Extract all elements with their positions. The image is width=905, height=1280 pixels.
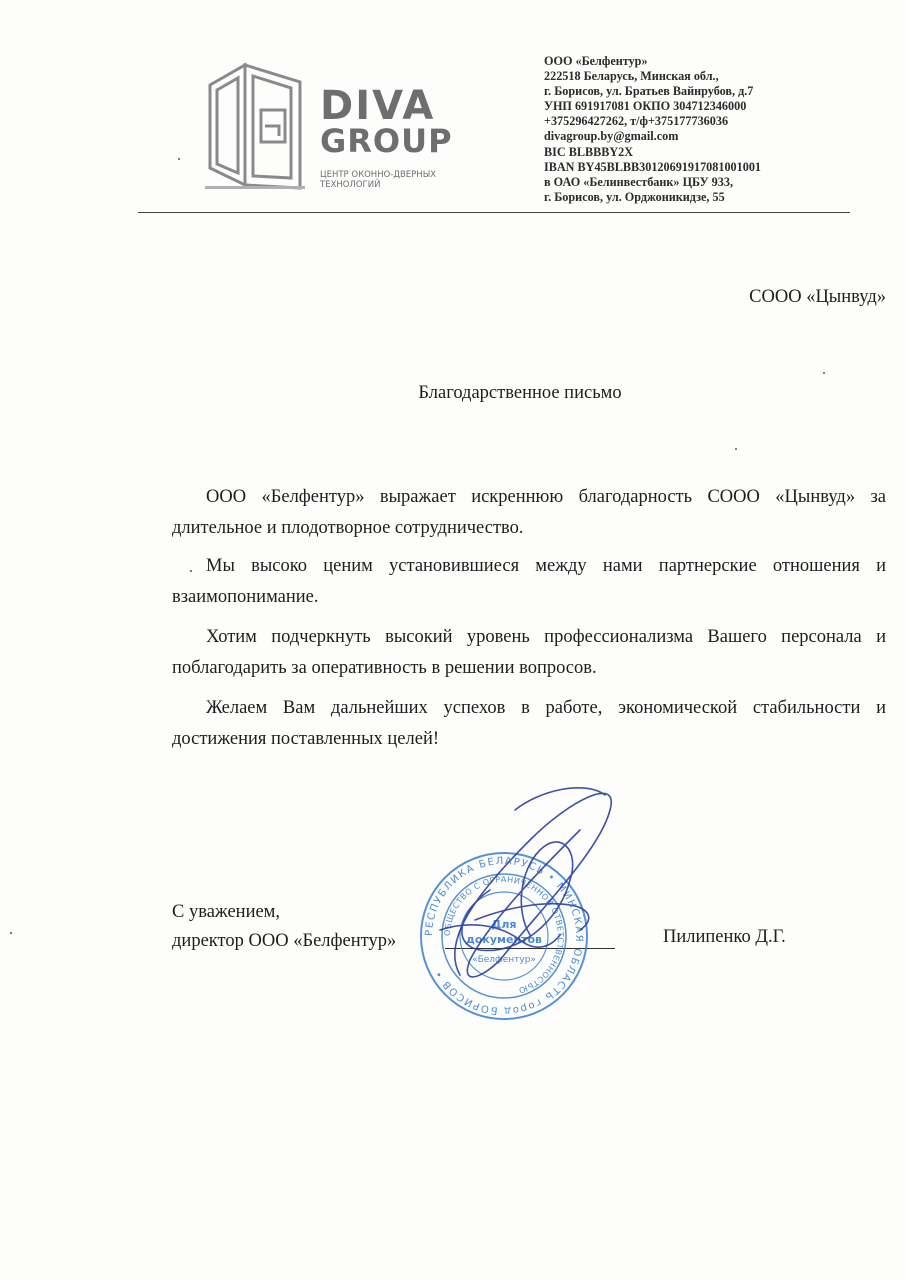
stamp-center-bottom: документов xyxy=(465,933,543,946)
stamp-inner-text: ОБЩЕСТВО С ОГРАНИЧЕННОЙ ОТВЕТСТВЕННОСТЬЮ xyxy=(442,874,566,995)
scan-speck xyxy=(190,570,192,572)
requisite-line: +375296427262, т/ф+375177736036 xyxy=(544,114,729,129)
letter-paragraph: Мы высоко ценим установившиеся между нами партнерские отношения и взаимопонимание. xyxy=(172,556,886,607)
handwritten-signature xyxy=(420,770,630,990)
scan-speck xyxy=(10,932,12,934)
company-requisites xyxy=(544,54,761,205)
brand-line2: GROUP xyxy=(320,122,453,160)
requisite-line: IBAN BY45BLBB30120691917081001001 xyxy=(544,159,762,174)
letterhead-divider xyxy=(138,212,850,213)
closing-block xyxy=(172,898,396,956)
closing-greeting: С уважением, xyxy=(172,902,281,922)
addressee: СООО «Цынвуд» xyxy=(749,287,886,307)
requisite-line: в ОАО «Белинвестбанк» ЦБУ 933, xyxy=(544,174,733,189)
requisite-line: 222518 Беларусь, Минская обл., xyxy=(544,69,719,84)
requisite-line: divagroup.by@gmail.com xyxy=(544,129,679,144)
brand-line1: DIVA xyxy=(320,83,436,129)
stamp-center-top: Для xyxy=(491,918,517,931)
scan-speck xyxy=(178,158,180,160)
signer-position: директор ООО «Белфентур» xyxy=(172,931,397,951)
requisite-line: УНП 691917081 ОКПО 304712346000 xyxy=(544,99,747,114)
letter-paragraph: Желаем Вам дальнейших успехов в работе, экономической стабильности и достижения поставленных целей! xyxy=(172,698,886,749)
stamp-outer-text: РЕСПУБЛИКА БЕЛАРУСЬ • МИНСКАЯ ОБЛАСТЬ город БОРИСОВ • xyxy=(423,855,585,1017)
brand-tagline: ЦЕНТР ОКОННО-ДВЕРНЫХ ТЕХНОЛОГИЙ xyxy=(320,170,437,190)
letter-paragraph: Хотим подчеркнуть высокий уровень профессионализма Вашего персонала и поблагодарить за оперативность в решении вопросов. xyxy=(172,627,886,678)
stamp-company: «Белфентур» xyxy=(472,955,536,965)
scan-speck xyxy=(823,372,825,374)
letter-title: Благодарственное письмо xyxy=(418,383,622,403)
requisite-line: г. Борисов, ул. Орджоникидзе, 55 xyxy=(544,189,725,204)
signer-name: Пилипенко Д.Г. xyxy=(663,927,786,947)
requisite-line: BIC BLBBBY2X xyxy=(544,144,634,159)
letter-paragraph: ООО «Белфентур» выражает искреннюю благодарность СООО «Цынвуд» за длительное и плодотворное сотрудничество. xyxy=(172,487,886,538)
requisite-line: ООО «Белфентур» xyxy=(544,54,648,68)
requisite-line: г. Борисов, ул. Братьев Вайнрубов, д.7 xyxy=(544,84,754,99)
brand-logo-text xyxy=(320,83,453,160)
scan-speck xyxy=(735,448,737,450)
